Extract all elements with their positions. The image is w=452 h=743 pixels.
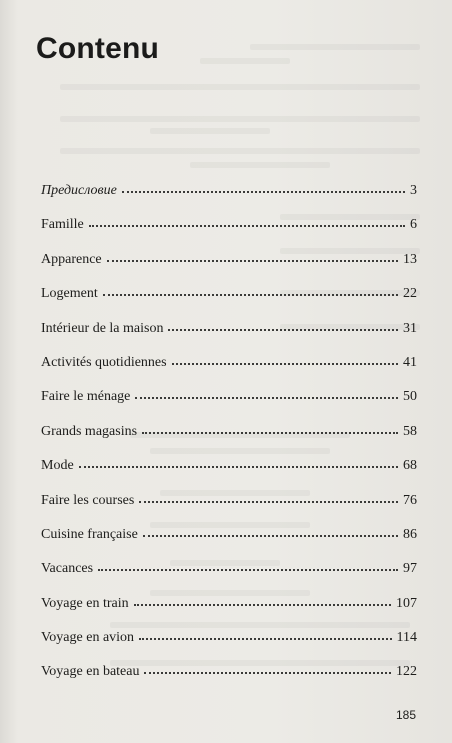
toc-entry-page: 107	[396, 595, 417, 611]
dot-leader	[144, 671, 391, 674]
toc-entry	[41, 287, 417, 321]
toc-entry-page: 97	[403, 561, 417, 577]
toc-entry-title: Voyage en bateau	[41, 664, 140, 680]
toc-entry-page: 114	[396, 630, 417, 646]
toc-entry	[41, 184, 417, 218]
dot-leader	[139, 637, 391, 640]
dot-leader	[107, 259, 398, 262]
toc-entry	[41, 631, 417, 665]
toc-entry-title: Voyage en avion	[41, 630, 135, 646]
toc-entry-title: Faire les courses	[41, 492, 135, 508]
toc-entry-page: 31	[403, 320, 417, 336]
toc-entry-page: 22	[403, 286, 417, 302]
dot-leader	[79, 465, 398, 468]
toc-entry-title: Предисловие	[41, 183, 117, 198]
dot-leader	[103, 293, 398, 296]
toc-entry-title: Logement	[41, 286, 98, 302]
toc-entry-page: 6	[410, 217, 417, 233]
toc-entry-title: Activités quotidiennes	[41, 354, 167, 370]
toc-entry-page: 68	[403, 458, 417, 474]
toc-entry	[41, 494, 417, 528]
toc-entry	[41, 253, 417, 287]
toc-entry-page: 3	[410, 183, 417, 198]
toc-entry	[41, 425, 417, 459]
toc-entry	[41, 356, 417, 390]
toc-entry-page: 41	[403, 354, 417, 370]
toc-entry-title: Mode	[41, 458, 74, 474]
table-of-contents	[41, 184, 417, 700]
toc-entry-page: 50	[403, 389, 417, 405]
toc-entry-page: 122	[396, 664, 417, 680]
toc-entry	[41, 665, 417, 699]
dot-leader	[139, 500, 398, 503]
toc-entry	[41, 322, 417, 356]
toc-entry	[41, 459, 417, 493]
toc-entry	[41, 597, 417, 631]
toc-entry	[41, 390, 417, 424]
toc-entry-title: Voyage en train	[41, 595, 129, 611]
dot-leader	[122, 190, 405, 193]
dot-leader	[168, 328, 398, 331]
toc-entry-title: Cuisine française	[41, 526, 138, 542]
toc-entry	[41, 562, 417, 596]
dot-leader	[143, 534, 398, 537]
dot-leader	[89, 224, 405, 227]
page-title: Contenu	[36, 32, 160, 65]
toc-entry-page: 76	[403, 492, 417, 508]
dot-leader	[134, 603, 391, 606]
toc-entry-title: Intérieur de la maison	[41, 320, 164, 336]
page-number: 185	[395, 708, 416, 722]
toc-entry-title: Vacances	[41, 561, 94, 577]
toc-entry	[41, 218, 417, 252]
toc-entry	[41, 528, 417, 562]
toc-entry-title: Famille	[41, 217, 84, 233]
toc-entry-page: 58	[403, 423, 417, 439]
dot-leader	[135, 396, 398, 399]
dot-leader	[98, 568, 398, 571]
dot-leader	[142, 431, 398, 434]
toc-entry-page: 13	[403, 251, 417, 267]
toc-entry-title: Faire le ménage	[41, 389, 131, 405]
dot-leader	[172, 362, 398, 365]
toc-entry-title: Grands magasins	[41, 423, 138, 439]
toc-entry-title: Apparence	[41, 251, 102, 267]
toc-entry-page: 86	[403, 526, 417, 542]
